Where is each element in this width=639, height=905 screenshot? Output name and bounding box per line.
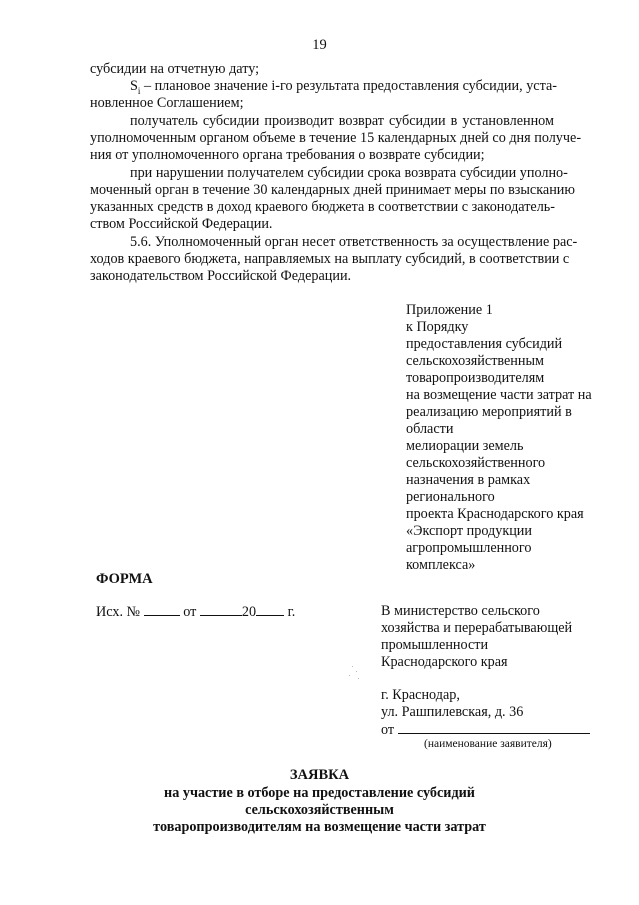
page-number: 19 <box>312 37 327 53</box>
text-line: ством Российской Федерации. <box>90 216 273 232</box>
text-line: получатель субсидии производит возврат субсидии в установленном <box>130 113 554 129</box>
appendix-line: Приложение 1 <box>406 302 493 318</box>
appendix-line: комплекса» <box>406 557 476 573</box>
scan-speck <box>356 671 357 672</box>
appendix-line: сельскохозяйственным <box>406 353 545 369</box>
appendix-line: области <box>406 421 454 437</box>
year-blank[interactable] <box>256 603 284 616</box>
text-line: субсидии на отчетную дату; <box>90 61 260 77</box>
address-line: ул. Рашпилевская, д. 36 <box>381 704 524 720</box>
outgoing-from: от <box>183 604 197 620</box>
text-line: ходов краевого бюджета, направляемых на выплату субсидий, в соответствии с <box>90 251 570 267</box>
from-label: от <box>381 722 395 738</box>
addressee-line: хозяйства и перерабатывающей <box>381 620 573 636</box>
appendix-line: проекта Краснодарского края <box>406 506 584 522</box>
appendix-line: сельскохозяйственного <box>406 455 546 471</box>
appendix-line: к Порядку <box>406 319 469 335</box>
year-suffix: г. <box>287 604 296 620</box>
title-line: сельскохозяйственным <box>245 802 394 818</box>
address-line: г. Краснодар, <box>381 687 460 703</box>
text-line: 5.6. Уполномоченный орган несет ответственность за осуществление рас- <box>130 234 578 250</box>
text-line: при нарушении получателем субсидии срока возврата субсидии уполно- <box>130 165 568 181</box>
addressee-line: промышленности <box>381 637 489 653</box>
scan-speck <box>352 666 353 667</box>
text-line: уполномоченным органом объеме в течение 15 календарных дней со дня получе- <box>90 130 582 146</box>
appendix-line: агропромышленного <box>406 540 532 556</box>
outgoing-prefix: Исх. № <box>96 604 141 620</box>
appendix-line: на возмещение части затрат на <box>406 387 592 403</box>
applicant-name-blank[interactable] <box>398 721 590 734</box>
title-line: на участие в отборе на предоставление субсидий <box>164 785 475 801</box>
title-line: товаропроизводителям на возмещение части затрат <box>153 819 486 835</box>
text-line: $S_i$ – плановое значение i-го результата предоставления субсидии, уста- <box>130 78 557 96</box>
text-line: указанных средств в доход краевого бюджета в соответствии с законодатель- <box>90 199 555 215</box>
applicant-caption: (наименование заявителя) <box>424 738 552 750</box>
outgoing-number-line <box>96 603 295 621</box>
appendix-line: «Экспорт продукции <box>406 523 532 539</box>
title-line: ЗАЯВКА <box>289 767 350 783</box>
year-prefix: 20 <box>241 604 257 620</box>
appendix-line: назначения в рамках <box>406 472 531 488</box>
appendix-line: товаропроизводителям <box>406 370 545 386</box>
number-blank[interactable] <box>144 603 180 616</box>
form-label: ФОРМА <box>96 571 153 587</box>
text-line: законодательством Российской Федерации. <box>90 268 352 284</box>
appendix-line: мелиорации земель <box>406 438 524 454</box>
appendix-line: реализацию мероприятий в <box>406 404 572 420</box>
text-line: ния от уполномоченного органа требования о возврате субсидии; <box>90 147 485 163</box>
appendix-line: регионального <box>406 489 495 505</box>
text-line: моченный орган в течение 30 календарных дней принимает меры по взысканию <box>90 182 575 198</box>
text-line: новленное Соглашением; <box>90 95 244 111</box>
addressee-line: В министерство сельского <box>381 603 540 619</box>
addressee-line: Краснодарского края <box>381 654 508 670</box>
date-blank[interactable] <box>200 603 242 616</box>
scan-speck <box>358 678 359 679</box>
appendix-line: предоставления субсидий <box>406 336 563 352</box>
scan-speck <box>349 675 350 676</box>
from-applicant-line <box>381 721 590 739</box>
